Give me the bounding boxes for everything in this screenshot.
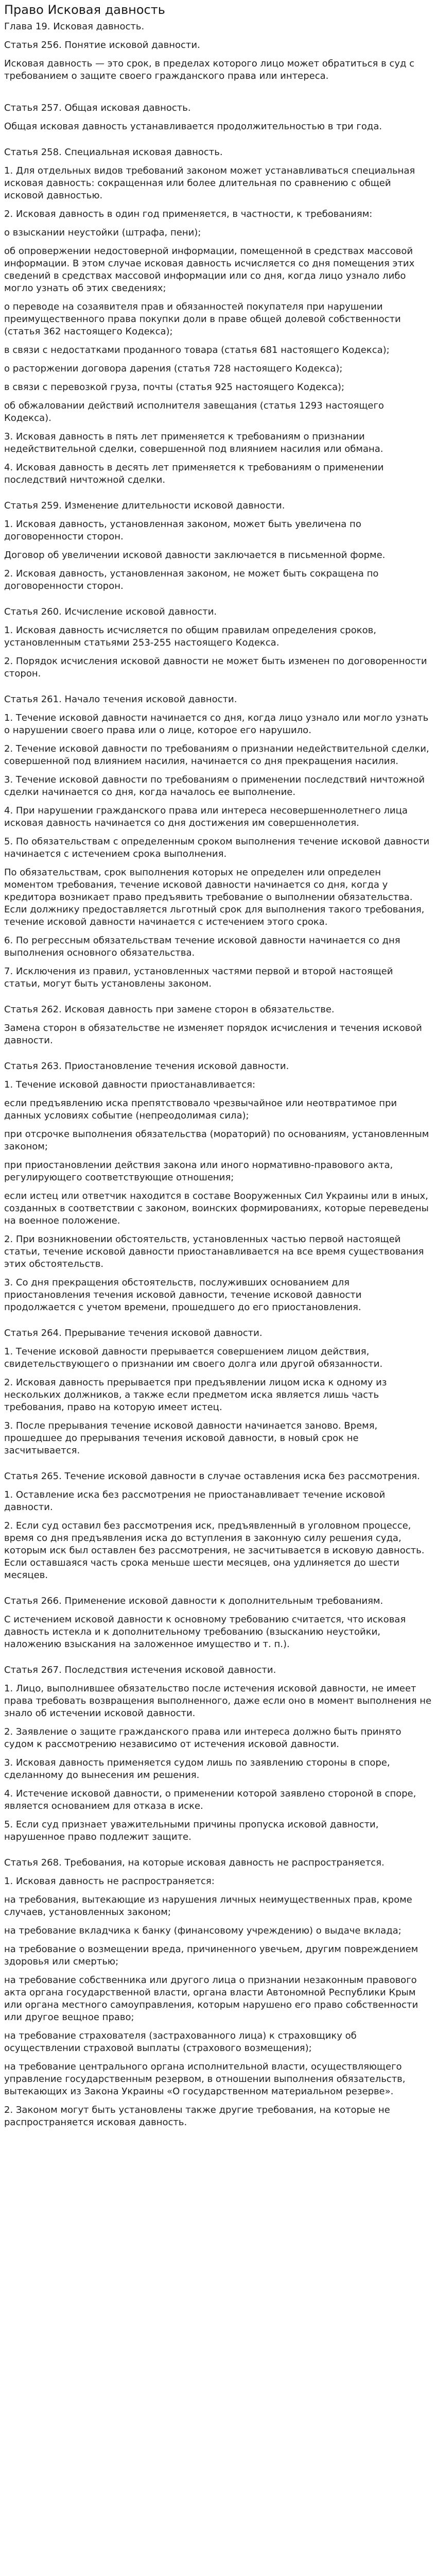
article-heading: Статья 261. Начало течения исковой давности.	[4, 694, 237, 705]
article-section	[4, 1004, 432, 1047]
article-paragraph: 2. Течение исковой давности по требованиям о признании недействительной сделки, совершенной под влиянием насилия, начинается со дня прекращения насилия.	[4, 743, 429, 767]
article-heading: Статья 268. Требования, на которые исковая давность не распространяется.	[4, 1857, 385, 1868]
article-paragraph: 7. Исключения из правил, установленных частями первой и второй настоящей статьи, могут быть установлены законом.	[4, 966, 393, 989]
article-paragraph: По обязательствам, срок выполнения которых не определен или определен моментом требования, течение исковой давности начинается со дня, когда у кредитора возникает право предъявить требование о выполнении обязательства. Если должнику предоставляется льготный срок для выполнения такого требования, течение исковой давности начинается с истечением этого срока.	[4, 867, 425, 927]
page-title: Право Исковая давность	[4, 3, 165, 17]
article-paragraph: 1. Исковая давность, установленная законом, может быть увеличена по договоренности сторон.	[4, 519, 361, 542]
article-paragraph: при приостановлении действия закона или иного нормативно-правового акта, регулирующего соответствующие отношения;	[4, 1160, 393, 1183]
article-paragraph: 1. Течение исковой давности начинается со дня, когда лицо узнало или могло узнать о нарушении своего права или о лице, которое его нарушило.	[4, 713, 429, 736]
article-paragraph: 2. Исковая давность прерывается при предъявлении лицом иска к одному из нескольких должников, а также если предметом иска является лишь часть требования, право на которую имеет истец.	[4, 1377, 387, 1413]
article-paragraph: на требование страхователя (застрахованного лица) к страховщику об осуществлении страховой выплаты (страхового возмещения);	[4, 2030, 357, 2054]
article-section	[4, 500, 432, 592]
article-paragraph: 4. Истечение исковой давности, о применении которой заявлено стороной в споре, является основанием для отказа в иске.	[4, 1788, 416, 1811]
article-paragraph: 4. Исковая давность в десять лет применяется к требованиям о применении последствий ничтожной сделки.	[4, 462, 384, 485]
article-paragraph: Общая исковая давность устанавливается продолжительностью в три года.	[4, 121, 382, 132]
article-heading: Статья 263. Приостановление течения исковой давности.	[4, 1061, 289, 1072]
article-paragraph: Договор об увеличении исковой давности заключается в письменной форме.	[4, 550, 386, 561]
article-paragraph: на требование центрального органа исполнительной власти, осуществляющего управление государственным резервом, в отношении выполнения обязательств, вытекающих из Закона Украины «О государственном материальном резерве».	[4, 2061, 406, 2097]
article-paragraph: на требование вкладчика к банку (финансовому учреждению) о выдаче вклада;	[4, 1925, 402, 1936]
article-paragraph: 1. Течение исковой давности прерывается совершением лицом действия, свидетельствующего о признании им своего долга или другой обязанности.	[4, 1346, 383, 1369]
article-paragraph: 1. Течение исковой давности приостанавливается:	[4, 1079, 256, 1090]
article-paragraph: 2. Заявление о защите гражданского права или интереса должно быть принято судом к рассмотрению независимо от истечения исковой давности.	[4, 1726, 402, 1750]
article-heading: Статья 267. Последствия истечения исковой давности.	[4, 1665, 276, 1675]
chapter-heading: Глава 19. Исковая давность.	[4, 21, 145, 32]
article-paragraph: 5. Если суд признает уважительными причины пропуска исковой давности, нарушенное право подлежит защите.	[4, 1819, 379, 1842]
article-paragraph: 3. Со дня прекращения обстоятельств, послуживших основанием для приостановления течения исковой давности, течение исковой давности продолжается с учетом времени, прошедшего до его приостановления.	[4, 1277, 362, 1313]
article-paragraph: 4. При нарушении гражданского права или интереса несовершеннолетнего лица исковая давность начинается со дня достижения им совершеннолетия.	[4, 805, 408, 828]
article-heading: Статья 266. Применение исковой давности к дополнительным требованиям.	[4, 1596, 383, 1606]
article-paragraph: 6. По регрессным обязательствам течение исковой давности начинается со дня выполнения основного обязательства.	[4, 935, 400, 958]
article-heading: Статья 260. Исчисление исковой давности.	[4, 606, 217, 617]
article-paragraph: 1. Лицо, выполнившее обязательство после истечения исковой давности, не имеет права требовать возвращения выполненного, даже если оно в момент выполнения не знало об истечении исковой давности.	[4, 1683, 432, 1719]
article-paragraph: 1. Исковая давность не распространяется:	[4, 1876, 215, 1887]
article-heading: Статья 257. Общая исковая давность.	[4, 103, 191, 113]
article-section	[4, 1060, 432, 1314]
article-paragraph: при отсрочке выполнения обязательства (мораторий) по основаниям, установленным законом;	[4, 1129, 429, 1152]
article-heading: Статья 258. Специальная исковая давность.	[4, 147, 223, 158]
article-heading: Статья 259. Изменение длительности исковой давности.	[4, 500, 285, 511]
article-paragraph: на требование собственника или другого лица о признании незаконным правового акта органа государственной власти, органа власти Автономной Республики Крым или органа местного самоуправления, которым нарушено его право собственности или другое вещное право;	[4, 1975, 418, 2023]
article-section	[4, 693, 432, 990]
article-section	[4, 1327, 432, 1457]
article-paragraph: 1. Исковая давность исчисляется по общим правилам определения сроков, установленным статьями 253-255 настоящего Кодекса.	[4, 625, 376, 648]
article-paragraph: 3. Течение исковой давности по требованиям о применении последствий ничтожной сделки начинается со дня, когда началось ее выполнение.	[4, 774, 425, 798]
article-paragraph: о взыскании неустойки (штрафа, пени);	[4, 227, 201, 238]
article-paragraph: 1. Для отдельных видов требований законом может устанавливаться специальная исковая давность: сокращенная или более длительная по сравнению с общей исковой давностью.	[4, 165, 415, 201]
article-paragraph: об опровержении недостоверной информации, помещенной в средствах массовой информации. В этом случае исковая давность исчисляется со дня помещения этих сведений в средствах массовой информации или со дня, когда лицо узнало либо могло узнать об этих сведениях;	[4, 246, 415, 294]
article-section	[4, 1470, 432, 1582]
article-paragraph: 2. Законом могут быть установлены также другие требования, на которые не распространяется исковая давность.	[4, 2105, 390, 2128]
article-paragraph: 2. Исковая давность, установленная законом, не может быть сокращена по договоренности сторон.	[4, 568, 379, 591]
article-heading: Статья 264. Прерывание течения исковой давности.	[4, 1328, 263, 1338]
article-256-text: Исковая давность — это срок, в пределах которого лицо может обратиться в суд с требованием о защите своего гражданского права или интереса.	[4, 58, 415, 81]
article-paragraph: 3. Исковая давность в пять лет применяется к требованиям о признании недействительной сделки, совершенной под влиянием насилия или обмана.	[4, 431, 383, 454]
chapter-intro	[4, 21, 432, 82]
article-paragraph: о расторжении договора дарения (статья 728 настоящего Кодекса);	[4, 363, 343, 374]
article-section	[4, 1664, 432, 1843]
article-paragraph: 2. При возникновении обстоятельств, установленных частью первой настоящей статьи, течение исковой давности приостанавливается на все время существования этих обстоятельств.	[4, 1234, 424, 1269]
article-paragraph: 2. Если суд оставил без рассмотрения иск, предъявленный в уголовном процессе, время со дня предъявления иска до вступления в законную силу решения суда, которым иск был оставлен без рассмотрения, не засчитывается в исковую давность. Если оставшаяся часть срока меньше шести месяцев, она удлиняется до шести месяцев.	[4, 1520, 425, 1581]
article-paragraph: в связи с недостатками проданного товара (статья 681 настоящего Кодекса);	[4, 345, 390, 355]
article-paragraph: об обжаловании действий исполнителя завещания (статья 1293 настоящего Кодекса).	[4, 400, 384, 423]
article-heading: Статья 262. Исковая давность при замене сторон в обязательстве.	[4, 1004, 335, 1015]
article-section	[4, 1595, 432, 1651]
article-section	[4, 606, 432, 680]
article-heading: Статья 265. Течение исковой давности в случае оставления иска без рассмотрения.	[4, 1471, 420, 1482]
article-paragraph: 2. Порядок исчисления исковой давности не может быть изменен по договоренности сторон.	[4, 656, 427, 679]
article-256-heading: Статья 256. Понятие исковой давности.	[4, 40, 200, 50]
article-paragraph: на требования, вытекающие из нарушения личных неимущественных прав, кроме случаев, установленных законом;	[4, 1894, 412, 1918]
article-paragraph: 3. Исковая давность применяется судом лишь по заявлению стороны в споре, сделанному до вынесения им решения.	[4, 1757, 390, 1781]
article-paragraph: о переводе на созаявителя прав и обязанностей покупателя при нарушении преимущественного права покупки доли в праве общей долевой собственности (статья 362 настоящего Кодекса);	[4, 301, 401, 337]
article-paragraph: 5. По обязательствам с определенным сроком выполнения течение исковой давности начинается с истечением срока выполнения.	[4, 836, 430, 859]
article-paragraph: 3. После прерывания течение исковой давности начинается заново. Время, прошедшее до прерывания течения исковой давности, в новый срок не засчитывается.	[4, 1420, 378, 1456]
article-paragraph: в связи с перевозкой груза, почты (статья 925 настоящего Кодекса);	[4, 382, 345, 393]
article-paragraph: если предъявлению иска препятствовало чрезвычайное или неотвратимое при данных условиях событие (непреодолимая сила);	[4, 1098, 397, 1121]
article-paragraph: если истец или ответчик находится в составе Вооруженных Сил Украины или в иных, созданных в соответствии с законом, воинских формированиях, которые переведены на военное положение.	[4, 1191, 429, 1226]
article-section	[4, 146, 432, 486]
articles-list	[4, 102, 432, 2129]
article-paragraph: С истечением исковой давности к основному требованию считается, что исковая давность истекла и к дополнительному требованию (взысканию неустойки, наложению взыскания на заложенное имущество и т. п.).	[4, 1614, 406, 1650]
article-paragraph: 1. Оставление иска без рассмотрения не приостанавливает течение исковой давности.	[4, 1489, 386, 1513]
article-section	[4, 102, 432, 133]
article-paragraph: на требование о возмещении вреда, причиненного увечьем, другим повреждением здоровья или смертью;	[4, 1944, 418, 1967]
article-paragraph: 2. Исковая давность в один год применяется, в частности, к требованиям:	[4, 209, 373, 219]
article-section	[4, 1857, 432, 2129]
article-paragraph: Замена сторон в обязательстве не изменяет порядок исчисления и течения исковой давности.	[4, 1023, 422, 1046]
